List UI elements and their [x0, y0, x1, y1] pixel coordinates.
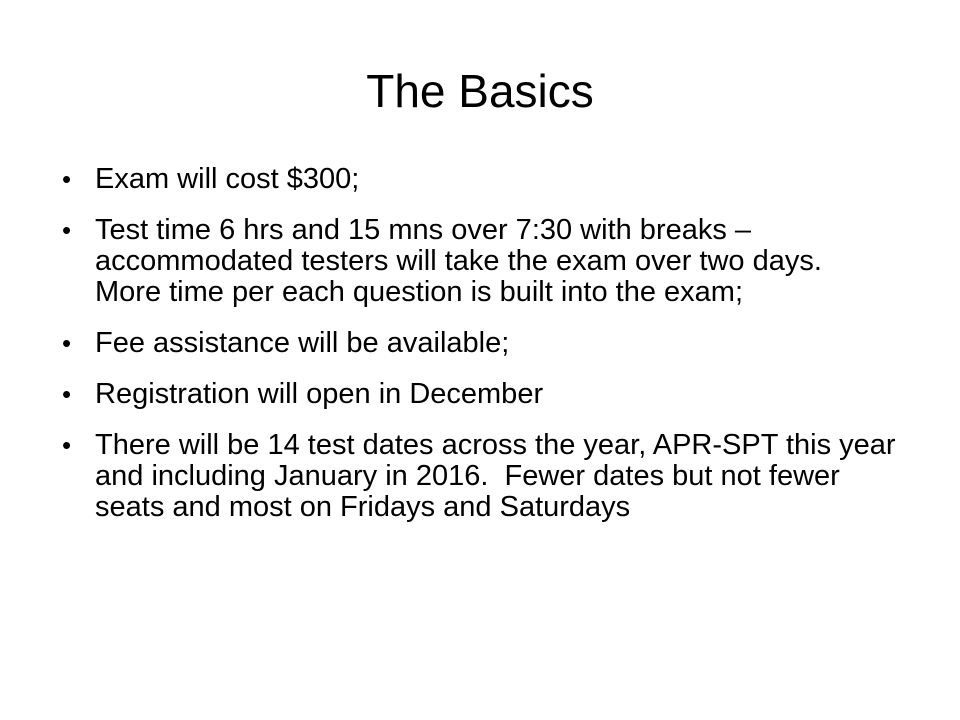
bullet-text: Exam will cost $300;	[95, 163, 360, 195]
bullet-dot-icon: •	[62, 430, 72, 460]
bullet-dot-icon: •	[62, 164, 72, 194]
bullet-dot-icon: •	[62, 215, 72, 245]
bullet-text: Fee assistance will be available;	[95, 327, 510, 359]
bullet-item-test-time	[62, 215, 902, 308]
slide-title: The Basics	[366, 65, 594, 117]
bullet-list	[62, 164, 902, 543]
bullet-dot-icon: •	[62, 328, 72, 358]
bullet-item-registration	[62, 379, 902, 410]
bullet-text: There will be 14 test dates across the year, APR-SPT this year and including January in 2016. Fewer dates but not fewer seats and most on Fridays and Saturdays	[95, 429, 904, 523]
bullet-text: Registration will open in December	[95, 378, 544, 410]
bullet-dot-icon: •	[62, 379, 72, 409]
bullet-item-test-dates	[62, 430, 902, 523]
bullet-item-cost	[62, 164, 902, 195]
bullet-item-fee-assistance	[62, 328, 902, 359]
bullet-text: Test time 6 hrs and 15 mns over 7:30 with breaks –accommodated testers will take the exam over two days. More time per each question is built into the exam;	[95, 214, 839, 308]
